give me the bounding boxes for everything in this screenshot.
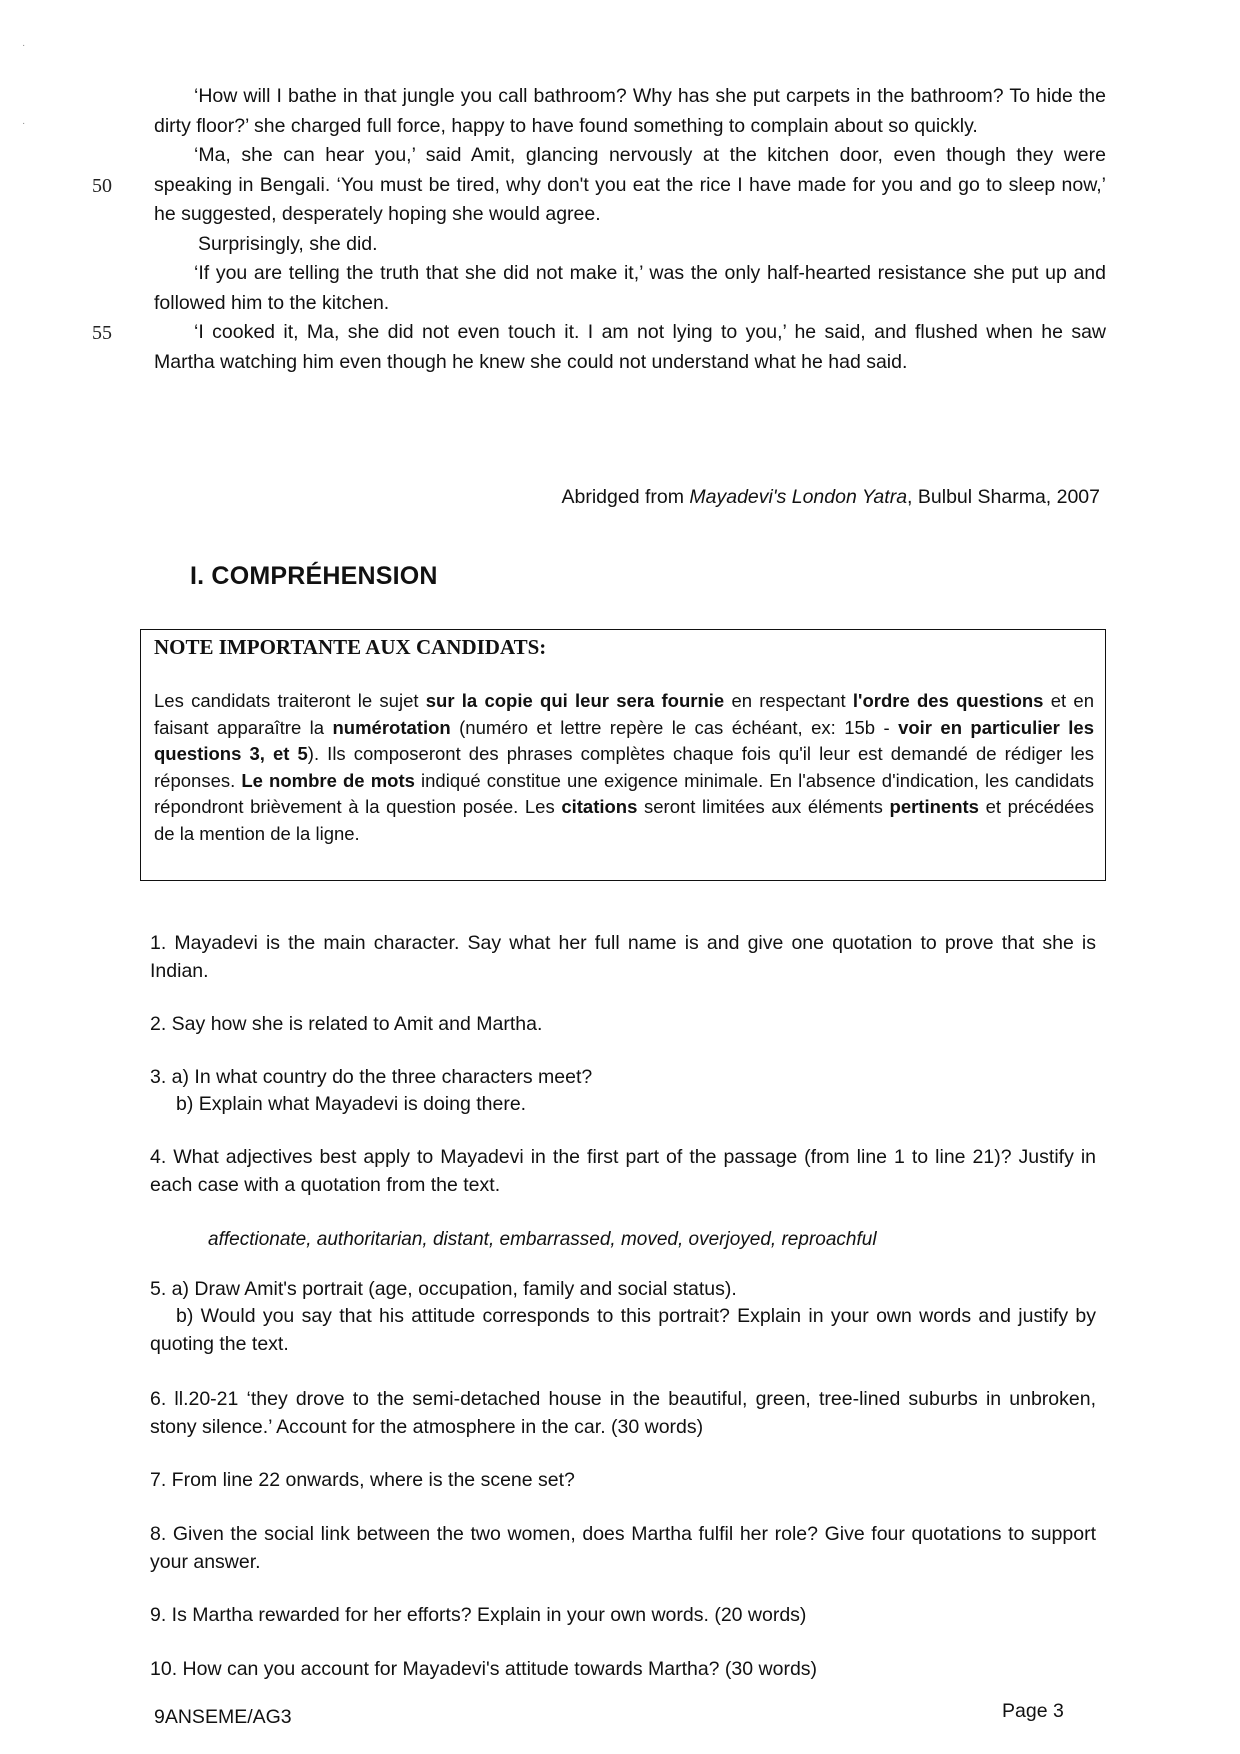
question-6: 6. ll.20-21 ‘they drove to the semi-detached house in the beautiful, green, tree-lined suburbs in unbroken, stony silence.’ Account for the atmosphere in the car. (30 words) — [150, 1388, 1096, 1438]
note-body — [154, 688, 1094, 847]
section-title: I. COMPRÉHENSION — [190, 562, 438, 590]
passage — [154, 82, 1106, 377]
note-box — [140, 629, 1106, 881]
note-text: indiqué constitue une exigence minimale. En l'absence d'indication, les candidats répondront brièvement à la question posée. Les — [154, 769, 1095, 817]
scan-speck: · — [22, 40, 26, 51]
attribution-suffix: , Bulbul Sharma, 2007 — [907, 486, 1100, 508]
question-1: 1. Mayadevi is the main character. Say what her full name is and give one quotation to prove that she is Indian. — [150, 932, 1096, 982]
question-5b: b) Would you say that his attitude corresponds to this portrait? Explain in your own words and justify by quoting the text. — [150, 1305, 1096, 1355]
note-emphasis: citations — [561, 796, 638, 817]
passage-paragraph: ‘Ma, she can hear you,’ said Amit, glancing nervously at the kitchen door, even though they were speaking in Bengali. ‘You must be tired, why don't you eat the rice I have made for you and go to sleep now,’ he suggested, desperately hoping she would agree. — [154, 144, 1106, 225]
question-9: 9. Is Martha rewarded for her efforts? Explain in your own words. (20 words) — [150, 1604, 807, 1626]
question-2: 2. Say how she is related to Amit and Martha. — [150, 1013, 543, 1035]
attribution-prefix: Abridged from — [561, 486, 690, 508]
note-text: et en faisant apparaître la — [154, 690, 1094, 738]
line-number: 55 — [92, 322, 112, 344]
note-heading: NOTE IMPORTANTE AUX CANDIDATS: — [154, 635, 547, 659]
question-5a: 5. a) Draw Amit's portrait (age, occupation, family and social status). — [150, 1278, 737, 1300]
question-8: 8. Given the social link between the two women, does Martha fulfil her role? Give four quotations to support your answer. — [150, 1523, 1096, 1573]
question-10: 10. How can you account for Mayadevi's attitude towards Martha? (30 words) — [150, 1658, 818, 1680]
question-4: 4. What adjectives best apply to Mayadevi in the first part of the passage (from line 1 to line 21)? Justify in each case with a quotation from the text. — [150, 1146, 1096, 1196]
note-text: en respectant — [724, 690, 853, 711]
footer-code: 9ANSEME/AG3 — [154, 1706, 292, 1728]
note-emphasis: pertinents — [889, 796, 979, 817]
note-text: Les candidats traiteront le sujet — [154, 690, 426, 711]
line-number: 50 — [92, 175, 112, 197]
note-emphasis: numérotation — [332, 716, 451, 738]
note-emphasis: sur la copie qui leur sera fournie — [425, 690, 725, 711]
passage-paragraph: ‘I cooked it, Ma, she did not even touch it. I am not lying to you,’ he said, and flushed when he saw Martha watching him even though he knew she could not understand what he had said. — [154, 321, 1106, 373]
note-emphasis: l'ordre des questions — [852, 690, 1044, 711]
question-3a: 3. a) In what country do the three characters meet? — [150, 1066, 593, 1088]
question-3b: b) Explain what Mayadevi is doing there. — [176, 1093, 527, 1115]
attribution — [154, 486, 1100, 509]
passage-paragraph: ‘If you are telling the truth that she did not make it,’ was the only half-hearted resistance she put up and followed him to the kitchen. — [154, 262, 1106, 314]
passage-paragraph: ‘How will I bathe in that jungle you call bathroom? Why has she put carpets in the bathroom? To hide the dirty floor?’ she charged full force, happy to have found something to complain about so quickly. — [154, 85, 1106, 137]
note-text: seront limitées aux éléments — [637, 796, 890, 817]
note-emphasis: voir en particulier les questions 3, et 5 — [154, 716, 1095, 764]
note-text: ). Ils composeront des phrases complètes chaque fois qu'il leur est demandé de rédiger les réponses. — [154, 743, 1094, 791]
adjective-list: affectionate, authoritarian, distant, embarrassed, moved, overjoyed, reproachful — [208, 1229, 877, 1250]
page-number: Page 3 — [1002, 1700, 1064, 1722]
attribution-title: Mayadevi's London Yatra — [689, 486, 908, 508]
note-emphasis: Le nombre de mots — [241, 769, 415, 791]
passage-paragraph: Surprisingly, she did. — [198, 232, 378, 255]
note-text: et précédées de la mention de la ligne. — [154, 796, 1095, 844]
note-text: (numéro et lettre repère le cas échéant, ex: 15b - — [450, 716, 899, 738]
scan-speck: · — [22, 118, 26, 129]
question-7: 7. From line 22 onwards, where is the scene set? — [150, 1469, 575, 1491]
